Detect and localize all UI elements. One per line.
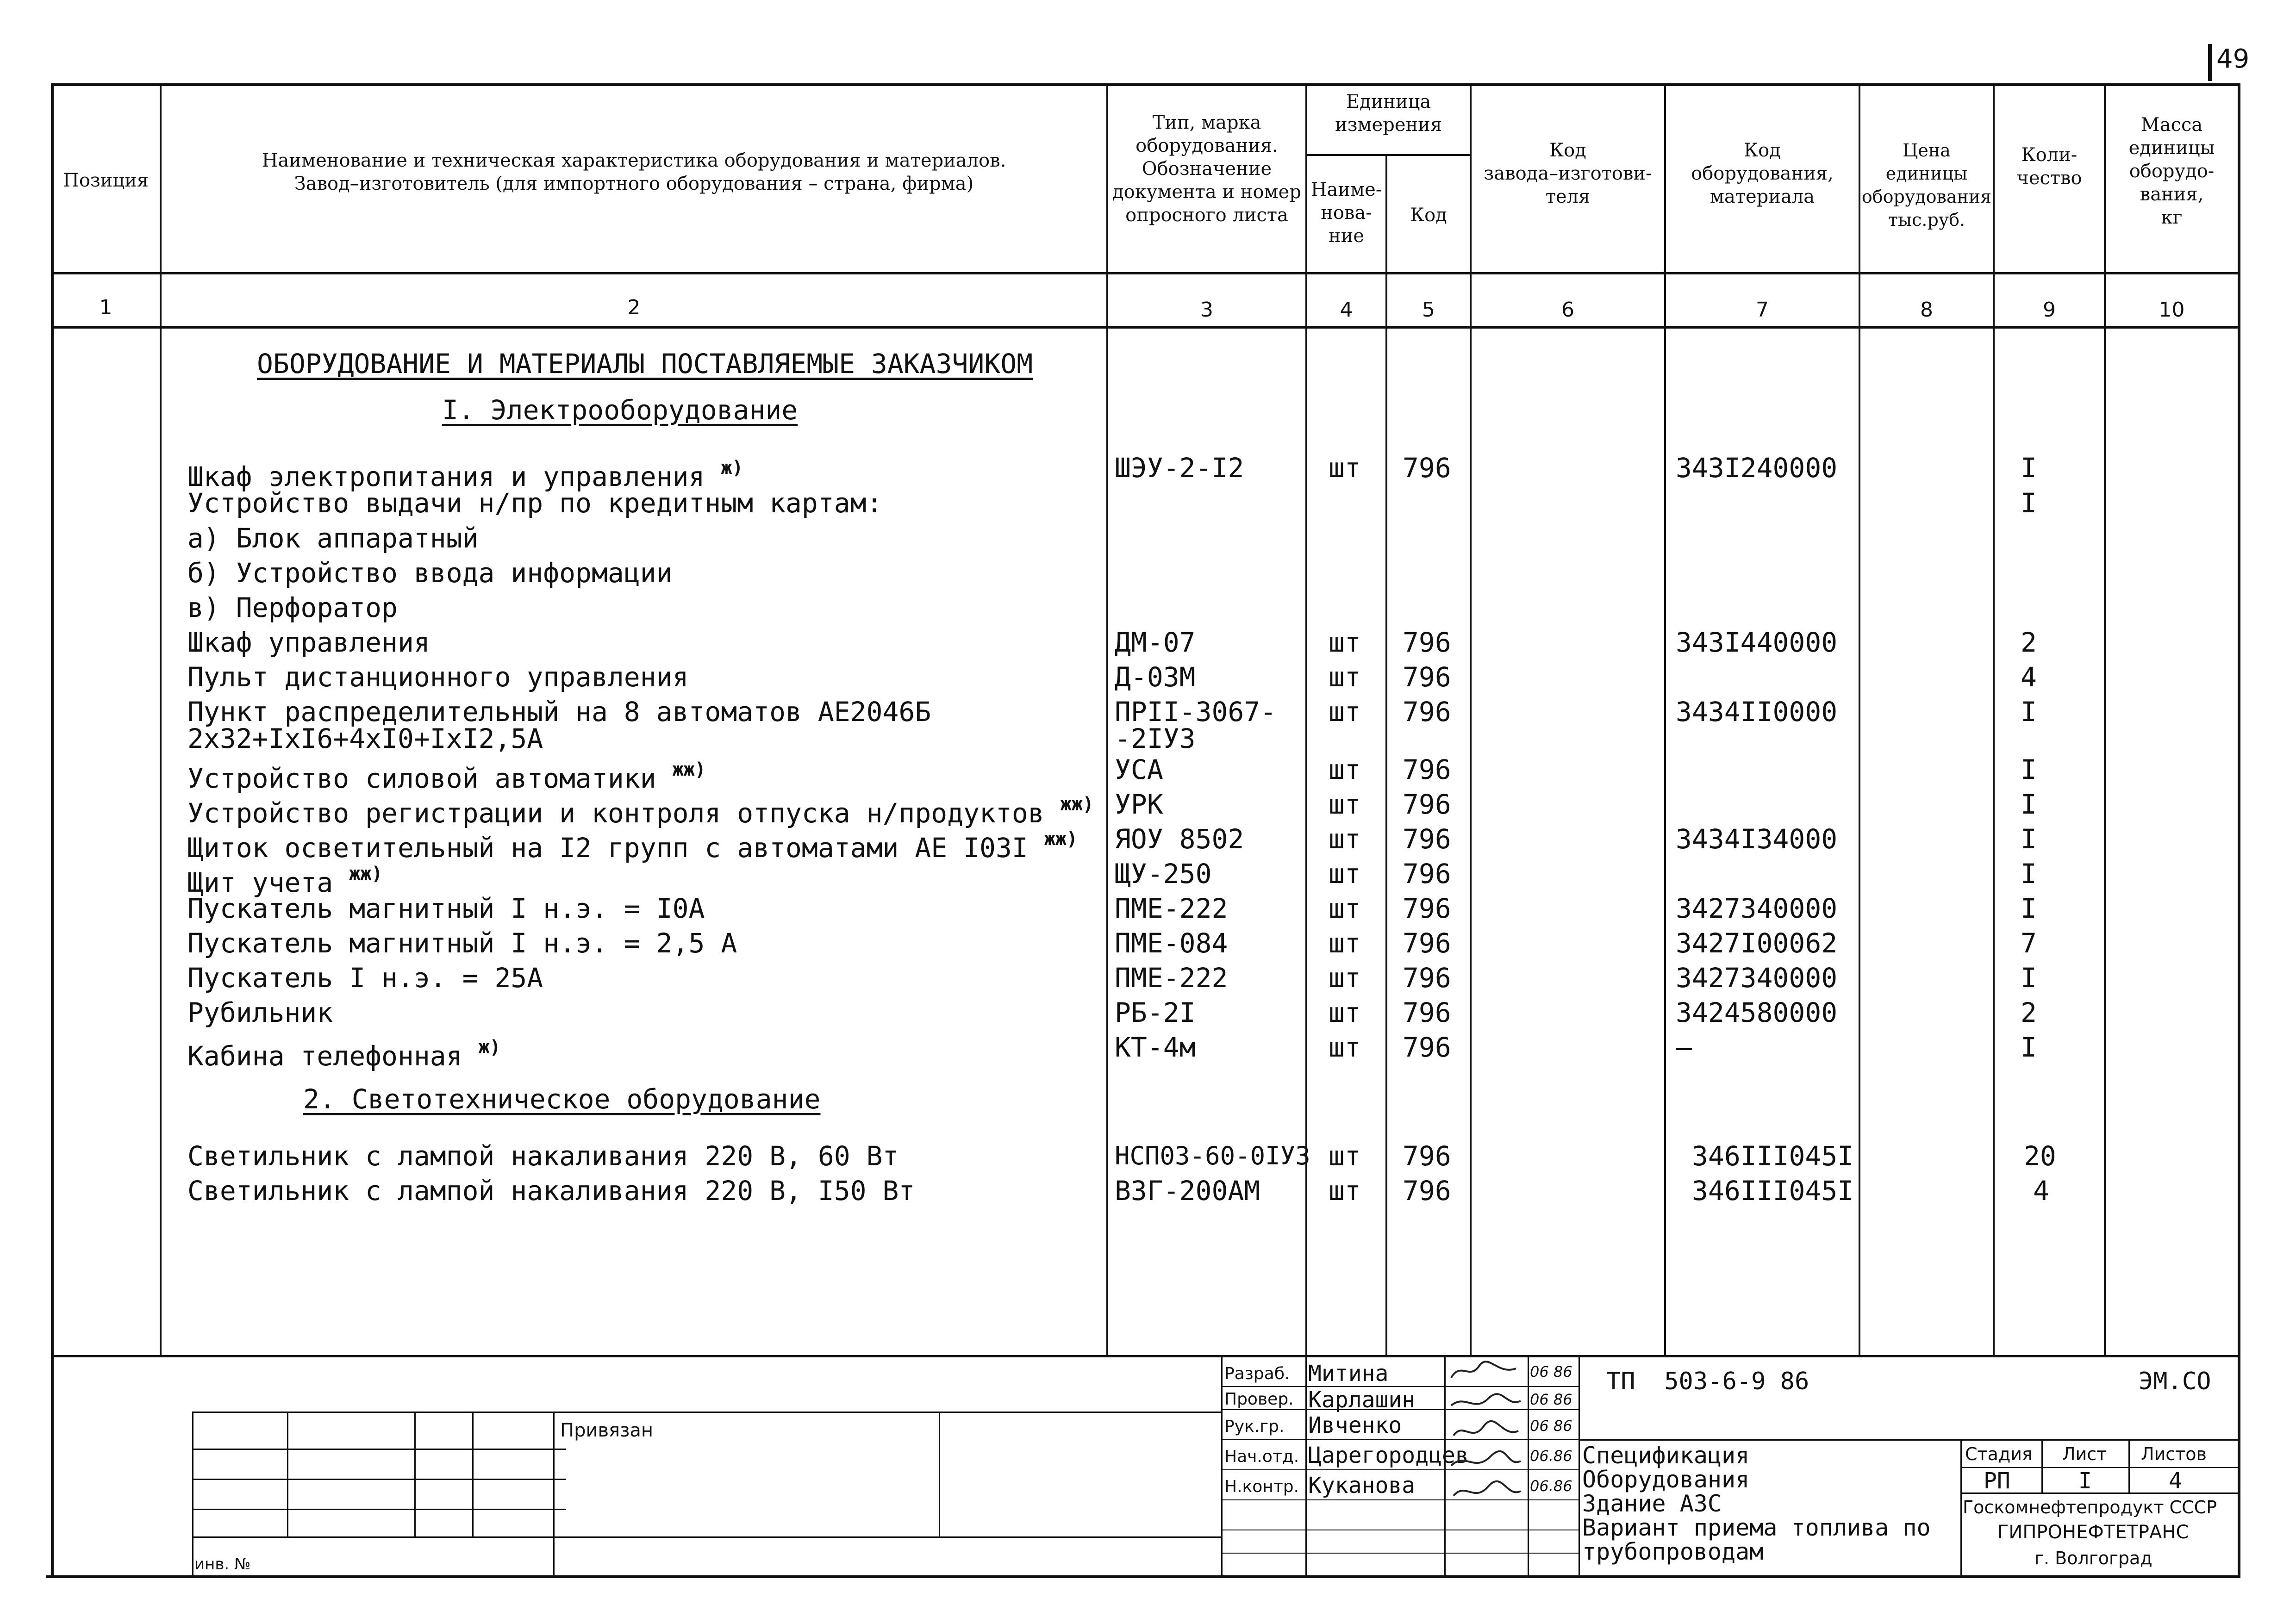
- col-sep-7: [1859, 83, 1860, 1356]
- item-unit: шт: [1329, 452, 1361, 484]
- stamp-line: [2128, 1439, 2130, 1493]
- bind-box-line: [939, 1412, 940, 1536]
- item-name: а) Блок аппаратный: [187, 522, 479, 554]
- col-sep-6: [1664, 83, 1666, 1356]
- item-qty: I: [2021, 1032, 2037, 1063]
- bind-box-line: [192, 1449, 566, 1450]
- item-unit-code: 796: [1403, 997, 1451, 1028]
- item-name: Светильник с лампой накаливания 220 В, 60 Вт: [187, 1140, 899, 1172]
- name-developer: Митина: [1308, 1361, 1389, 1387]
- item-type: УСА: [1115, 754, 1163, 785]
- bind-box-line: [192, 1412, 193, 1576]
- header-type-l2: оборудования.: [1136, 135, 1278, 156]
- footnote-mark: жж): [1044, 828, 1078, 850]
- item-material-code: 3424580000: [1676, 997, 1838, 1028]
- stamp-line: [1960, 1439, 1962, 1577]
- item-unit-code: 796: [1403, 627, 1451, 658]
- header-material-l3: материала: [1710, 186, 1815, 207]
- item-unit-code: 796: [1403, 1140, 1451, 1172]
- stage-label: Стадия: [1965, 1444, 2033, 1464]
- item-unit-code: 796: [1403, 754, 1451, 785]
- item-name: Шкаф управления: [187, 627, 430, 658]
- item-name: Рубильник: [187, 997, 333, 1028]
- item-name: Шкаф электропитания и управления: [187, 461, 721, 492]
- header-price-l4: тыс.руб.: [1888, 210, 1965, 230]
- date-developer: 06 86: [1530, 1363, 1572, 1380]
- item-unit: шт: [1329, 893, 1361, 924]
- frame-top: [51, 83, 2240, 86]
- header-unitname-l3: ние: [1329, 225, 1364, 247]
- item-name: б) Устройство ввода информации: [187, 557, 673, 589]
- item-type-continued: -2IУ3: [1115, 723, 1196, 754]
- header-bottom-line: [51, 272, 2240, 274]
- document-code: ТП 503-6-9 86: [1606, 1368, 1809, 1395]
- item-name-continued: 2х32+IхI6+4хI0+IхI2,5А: [187, 723, 543, 754]
- stamp-line: [1221, 1553, 1578, 1554]
- item-name: Пускатель магнитный I н.э. = I0А: [187, 893, 705, 924]
- header-mass-l3: оборудо-: [2129, 161, 2215, 182]
- item-unit: шт: [1329, 997, 1361, 1028]
- item-qty: I: [2021, 789, 2037, 820]
- item-qty: I: [2021, 487, 2037, 519]
- footnote-mark: жж): [1060, 794, 1094, 815]
- stamp-line: [1221, 1355, 1223, 1577]
- unit-split-line: [1305, 154, 1471, 156]
- header-price-l2: единицы: [1885, 163, 1968, 184]
- page-number-tick: [2208, 44, 2212, 81]
- sheets-value: 4: [2169, 1468, 2182, 1494]
- item-unit-code: 796: [1403, 962, 1451, 994]
- col-sep-1: [160, 83, 162, 1356]
- bind-box-line: [553, 1412, 555, 1576]
- footnote-mark: ж): [478, 1037, 501, 1058]
- item-name: в) Перфоратор: [187, 592, 398, 623]
- date-group-lead: 06 86: [1530, 1417, 1572, 1435]
- item-qty: I: [2021, 754, 2037, 785]
- item-type: РБ-2I: [1115, 997, 1196, 1028]
- header-name-line1: Наименование и техническая характеристика оборудования и материалов.: [262, 150, 1006, 171]
- date-norm-control: 06.86: [1530, 1477, 1572, 1495]
- item-name: Устройство регистрации и контроля отпуска н/продуктов: [187, 797, 1061, 829]
- item-unit: шт: [1329, 962, 1361, 994]
- header-factory-l2: завода–изготови-: [1484, 163, 1652, 184]
- item-qty: 20: [2024, 1140, 2056, 1172]
- item-unit-code: 796: [1403, 927, 1451, 959]
- header-qty-l2: чество: [2016, 168, 2082, 189]
- header-mass-l5: кг: [2161, 207, 2183, 228]
- bind-box-line: [287, 1412, 288, 1536]
- header-mass-l2: единицы: [2128, 137, 2215, 159]
- item-type: НСП03-60-0IУ3: [1115, 1141, 1310, 1170]
- item-type: ПМЕ-084: [1115, 927, 1228, 959]
- item-material-code: 3434II0000: [1676, 696, 1838, 728]
- item-qty: I: [2021, 823, 2037, 855]
- header-type-l4: документа и номер: [1112, 181, 1301, 203]
- col-sep-8: [1993, 83, 1995, 1356]
- header-price-l1: Цена: [1903, 140, 1951, 161]
- item-type: УРК: [1115, 789, 1163, 820]
- header-material-l1: Код: [1744, 140, 1781, 161]
- item-type: ПМЕ-222: [1115, 893, 1228, 924]
- item-name: Пускатель I н.э. = 25А: [187, 962, 543, 994]
- title-line-3: Здание АЗС: [1582, 1490, 1722, 1517]
- title-line-5: трубопроводам: [1582, 1538, 1764, 1565]
- date-dept-head: 06.86: [1530, 1447, 1572, 1465]
- item-unit: шт: [1329, 789, 1361, 820]
- inv-label: инв. №: [194, 1555, 251, 1573]
- colnum-2: 2: [627, 296, 641, 319]
- header-unitname-l1: Наиме-: [1310, 179, 1382, 200]
- header-qty-l1: Коли-: [2021, 144, 2078, 166]
- stamp-line: [1305, 1355, 1307, 1577]
- item-qty: 4: [2021, 661, 2037, 693]
- item-qty: I: [2021, 893, 2037, 924]
- item-unit-code: 796: [1403, 823, 1451, 855]
- item-name: Щиток осветительный на I2 групп с автоматами АЕ I03I: [187, 832, 1044, 864]
- item-name: Устройство выдачи н/пр по кредитным картам:: [187, 487, 883, 519]
- signatures: [1447, 1357, 1525, 1528]
- item-unit-code: 796: [1403, 1175, 1451, 1206]
- org-line-3: г. Волгоград: [2034, 1548, 2152, 1568]
- header-material-l2: оборудования,: [1691, 163, 1834, 184]
- header-factory-l1: Код: [1549, 140, 1586, 161]
- bind-box-line: [192, 1509, 566, 1510]
- header-type-l5: опросного листа: [1125, 205, 1288, 226]
- title-line-1: Спецификация: [1582, 1442, 1750, 1469]
- item-name: Пускатель магнитный I н.э. = 2,5 А: [187, 927, 737, 959]
- item-name: Кабина телефонная: [187, 1040, 479, 1072]
- header-factory-l3: теля: [1545, 186, 1591, 207]
- frame-right: [2238, 83, 2240, 1578]
- stamp-line: [1578, 1439, 2240, 1441]
- item-unit-code: 796: [1403, 452, 1451, 484]
- role-norm-control: Н.контр.: [1224, 1477, 1299, 1496]
- col-number-line: [51, 326, 2240, 329]
- item-name: Пульт дистанционного управления: [187, 661, 689, 693]
- item-qty: I: [2021, 452, 2037, 484]
- item-qty: 2: [2021, 997, 2037, 1028]
- item-unit: шт: [1329, 696, 1361, 728]
- col-sep-9: [2104, 83, 2106, 1356]
- name-dept-head: Царегородцев: [1308, 1443, 1469, 1468]
- item-type: Д-03М: [1115, 661, 1196, 693]
- item-material-code: 3427I00062: [1676, 927, 1838, 959]
- item-qty: I: [2021, 696, 2037, 728]
- item-qty: 7: [2021, 927, 2037, 959]
- section-lighting: 2. Светотехническое оборудование: [303, 1083, 821, 1115]
- item-unit: шт: [1329, 754, 1361, 785]
- section-electrical: I. Электрооборудование: [442, 394, 798, 426]
- item-unit: шт: [1329, 1175, 1361, 1206]
- document-suffix: ЭМ.СО: [2139, 1368, 2211, 1395]
- item-type: ЩУ-250: [1115, 858, 1212, 889]
- header-type-l3: Обозначение: [1142, 158, 1272, 180]
- sheet-value: I: [2078, 1468, 2092, 1494]
- header-type-l1: Тип, марка: [1152, 112, 1261, 133]
- item-unit-code: 796: [1403, 661, 1451, 693]
- bind-box-line: [414, 1412, 416, 1536]
- item-material-code: 3427340000: [1676, 893, 1838, 924]
- header-position: Позиция: [62, 170, 149, 191]
- stamp-line: [2041, 1439, 2043, 1493]
- header-mass-l4: вания,: [2140, 184, 2204, 205]
- item-unit: шт: [1329, 823, 1361, 855]
- item-material-code: 346III045I: [1692, 1175, 1854, 1206]
- header-unitcode: Код: [1410, 205, 1447, 226]
- item-unit: шт: [1329, 627, 1361, 658]
- item-material-code: 343I240000: [1676, 452, 1838, 484]
- item-qty: I: [2021, 858, 2037, 889]
- colnum-4: 4: [1340, 298, 1353, 322]
- footnote-mark: ж): [721, 457, 743, 479]
- frame-bottom: [46, 1575, 2240, 1578]
- privyazan-label: Привязан: [560, 1420, 654, 1441]
- name-checker: Карлашин: [1308, 1387, 1416, 1413]
- title-line-4: Вариант приема топлива по: [1582, 1514, 1931, 1541]
- role-developer: Разраб.: [1224, 1364, 1290, 1383]
- item-unit: шт: [1329, 858, 1361, 889]
- item-unit-code: 796: [1403, 858, 1451, 889]
- org-line-2: ГИПРОНЕФТЕТРАНС: [1997, 1522, 2189, 1543]
- stamp-line: [1578, 1355, 1580, 1577]
- item-type: ЯОУ 8502: [1115, 823, 1244, 855]
- name-norm-control: Куканова: [1308, 1473, 1416, 1499]
- item-unit-code: 796: [1403, 893, 1451, 924]
- colnum-5: 5: [1422, 298, 1435, 322]
- header-name-line2: Завод–изготовитель (для импортного оборудования – страна, фирма): [294, 173, 974, 194]
- item-material-code: 346III045I: [1692, 1140, 1854, 1172]
- item-qty: 2: [2021, 627, 2037, 658]
- page-number: 49: [2216, 44, 2250, 74]
- item-type: ВЗГ-200АМ: [1115, 1175, 1260, 1206]
- colnum-6: 6: [1561, 298, 1574, 322]
- item-unit-code: 796: [1403, 1032, 1451, 1063]
- item-unit: шт: [1329, 661, 1361, 693]
- main-section-title: ОБОРУДОВАНИЕ И МАТЕРИАЛЫ ПОСТАВЛЯЕМЫЕ ЗАКАЗЧИКОМ: [257, 348, 1033, 379]
- item-qty: I: [2021, 962, 2037, 994]
- footnote-mark: жж): [349, 863, 383, 884]
- bind-box-line: [472, 1412, 474, 1536]
- org-line-1: Госкомнефтепродукт СССР: [1963, 1497, 2217, 1517]
- col-sep-2: [1106, 83, 1108, 1356]
- item-unit: шт: [1329, 1140, 1361, 1172]
- item-type: ШЭУ-2-I2: [1115, 452, 1244, 484]
- header-unit-l1: Единица: [1346, 91, 1431, 112]
- col-sep-5: [1470, 83, 1472, 1356]
- header-unit-l2: измерения: [1335, 114, 1442, 136]
- colnum-1: 1: [99, 296, 112, 319]
- item-type: ПМЕ-222: [1115, 962, 1228, 994]
- item-unit-code: 796: [1403, 696, 1451, 728]
- item-material-code: –: [1676, 1032, 1692, 1063]
- colnum-3: 3: [1200, 298, 1213, 322]
- stage-value: РП: [1984, 1468, 2010, 1494]
- item-type: КТ-4м: [1115, 1032, 1196, 1063]
- header-price-l3: оборудования: [1861, 187, 1992, 207]
- item-type: ПРII-3067-: [1115, 696, 1277, 728]
- item-qty: 4: [2033, 1175, 2049, 1206]
- table-bottom-line: [51, 1355, 2240, 1357]
- colnum-9: 9: [2043, 298, 2056, 322]
- colnum-7: 7: [1756, 298, 1769, 322]
- colnum-10: 10: [2159, 298, 2185, 322]
- item-material-code: 3427340000: [1676, 962, 1838, 994]
- sheets-label: Листов: [2141, 1444, 2207, 1464]
- header-unitname-l2: нова-: [1321, 202, 1372, 224]
- col-sep-4: [1385, 155, 1387, 1356]
- bind-box-line: [192, 1479, 566, 1480]
- stamp-line: [1528, 1355, 1529, 1577]
- item-unit-code: 796: [1403, 789, 1451, 820]
- name-group-lead: Ивченко: [1308, 1412, 1402, 1438]
- item-name: Светильник с лампой накаливания 220 В, I50 Вт: [187, 1175, 915, 1206]
- sheet-label: Лист: [2062, 1444, 2107, 1464]
- item-name: Устройство силовой автоматики: [187, 763, 673, 794]
- item-name: Щит учета: [187, 867, 349, 898]
- item-unit: шт: [1329, 927, 1361, 959]
- colnum-8: 8: [1920, 298, 1933, 322]
- role-checker: Провер.: [1224, 1390, 1294, 1409]
- title-line-2: Оборудования: [1582, 1466, 1750, 1493]
- item-type: ДМ-07: [1115, 627, 1196, 658]
- bind-box-line: [192, 1412, 1221, 1413]
- date-checker: 06 86: [1530, 1391, 1572, 1408]
- item-material-code: 3434I34000: [1676, 823, 1838, 855]
- item-name: Пункт распределительный на 8 автоматов АЕ2046Б: [187, 696, 931, 728]
- role-group-lead: Рук.гр.: [1224, 1417, 1285, 1436]
- item-material-code: 343I440000: [1676, 627, 1838, 658]
- item-unit: шт: [1329, 1032, 1361, 1063]
- footnote-mark: жж): [672, 759, 706, 780]
- bind-box-line: [192, 1536, 1221, 1538]
- header-mass-l1: Масса: [2140, 114, 2203, 136]
- role-dept-head: Нач.отд.: [1224, 1447, 1299, 1466]
